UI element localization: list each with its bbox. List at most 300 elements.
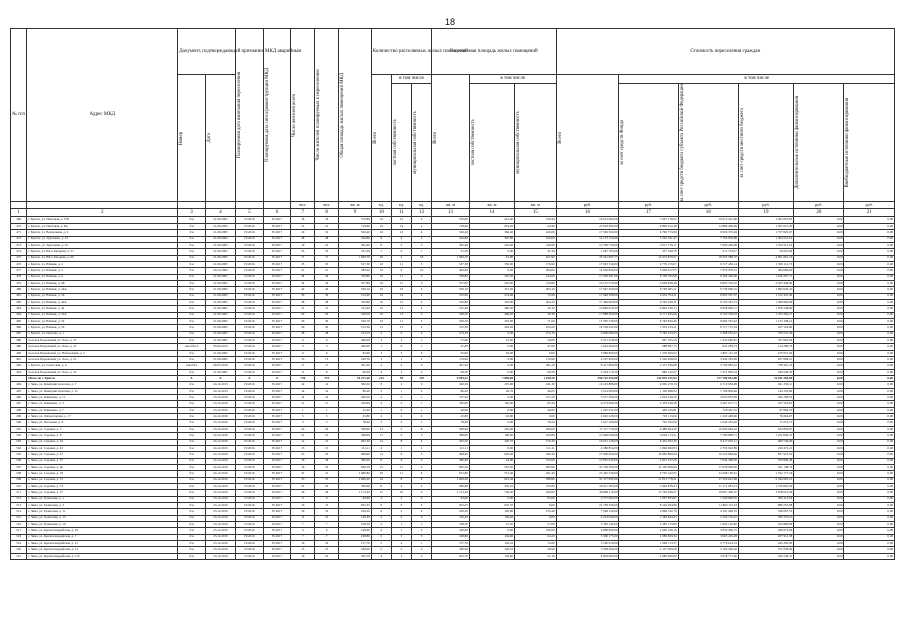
table-cell: 4 001 861,74 — [738, 255, 793, 261]
table-cell: 6 — [315, 350, 339, 356]
table-cell: б/н — [178, 261, 206, 267]
table-cell: 17 595 720,00 — [556, 318, 619, 324]
table-cell: 7 896,60 — [469, 376, 514, 382]
table-cell: 502 — [11, 433, 27, 439]
table-cell: 15 — [371, 490, 391, 496]
table-cell: 275 931,20 — [738, 350, 793, 356]
table-cell: 508,90 — [432, 426, 470, 432]
table-cell: 21.09.2005 — [205, 350, 235, 356]
table-cell: 652,35 — [469, 502, 514, 508]
table-cell: 180,00 — [432, 547, 470, 553]
table-cell: 6 — [391, 433, 411, 439]
table-cell: 7 662 878,43 — [619, 483, 678, 489]
table-cell: 24.12.2010 — [205, 452, 235, 458]
table-cell: 13 — [391, 325, 411, 331]
table-cell: 6 783 665,11 — [619, 287, 678, 293]
table-cell: г. Зима, ул. Песочная, д. 8 — [27, 420, 178, 426]
col-residents-header: Число жителей всего — [292, 93, 298, 137]
table-cell: 16 — [371, 230, 391, 236]
table-cell: 4 — [371, 369, 391, 375]
table-cell: 546 087,53 — [738, 509, 793, 515]
table-cell: 1 000,20 — [432, 477, 470, 483]
table-cell: 5 — [412, 433, 432, 439]
table-cell: г. Зима, ул. Клименко, д. 11 — [27, 395, 178, 401]
col-area-total-header: Общая площадь жилых помещений МКД — [340, 72, 346, 158]
table-cell: IV.2017 — [263, 274, 291, 280]
table-cell: 235,80 — [515, 483, 556, 489]
table-cell: 1 — [412, 344, 432, 350]
table-cell: IV.2016 — [236, 439, 264, 445]
table-cell: 551,40 — [469, 471, 514, 477]
table-cell: 23.12.2010 — [205, 407, 235, 413]
table-cell: б/н — [178, 483, 206, 489]
table-cell: 5 — [412, 274, 432, 280]
table-cell: 519 — [11, 541, 27, 547]
table-cell: 0,00 — [794, 331, 844, 337]
column-number-cell: 21 — [844, 209, 895, 217]
table-cell: 0,00 — [844, 376, 895, 382]
table-cell: 0 — [391, 268, 411, 274]
table-cell: 21.09.2005 — [205, 325, 235, 331]
col-no-header: № п/п — [11, 29, 27, 202]
table-cell: 05.04.2013 — [205, 344, 235, 350]
table-cell: 263,20 — [469, 325, 514, 331]
table-cell: 476 — [11, 261, 27, 267]
table-cell: IV.2017 — [263, 407, 291, 413]
table-cell: 4 — [391, 483, 411, 489]
table-cell: 521 — [11, 553, 27, 559]
table-cell: 2 — [391, 509, 411, 515]
table-cell: 9 858 600,71 — [678, 306, 738, 312]
table-cell: 40,00 — [432, 407, 470, 413]
table-cell: 3 056 033,09 — [678, 395, 738, 401]
table-cell: 1 968 113,57 — [619, 541, 678, 547]
table-cell: 24.12.2010 — [205, 483, 235, 489]
table-cell: 3 — [391, 401, 411, 407]
table-cell: 33 — [291, 249, 315, 255]
table-cell: 8 — [391, 477, 411, 483]
table-cell: 1 285 133,09 — [619, 521, 678, 527]
table-cell: IV.2017 — [263, 445, 291, 451]
table-cell: 2 — [412, 357, 432, 363]
table-cell: 1 — [412, 401, 432, 407]
table-cell: г. Братск, ул. Петрова, д. 1 — [27, 331, 178, 337]
table-cell: 136,40 — [469, 515, 514, 521]
table-cell: 21.09.2005 — [205, 331, 235, 337]
unit-cell: кв. м — [432, 202, 470, 209]
table-cell: 1 — [391, 521, 411, 527]
table-cell: 4 — [412, 483, 432, 489]
table-cell: г. Братск, ул. Южная, д. 54 — [27, 318, 178, 324]
table-cell: 14 — [391, 293, 411, 299]
table-cell: 508,90 — [339, 426, 372, 432]
table-cell: 0,00 — [844, 217, 895, 223]
table-cell: 3 — [291, 420, 315, 426]
table-cell: 301,20 — [515, 363, 556, 369]
table-cell: 8 — [315, 369, 339, 375]
table-cell: 86,20 — [432, 388, 470, 394]
table-cell: 505 — [11, 452, 27, 458]
table-cell: г. Братск, ул. Южная, д. 44 — [27, 306, 178, 312]
table-cell: 1 — [371, 249, 391, 255]
table-cell: IV.2017 — [263, 236, 291, 242]
table-cell: 4 — [412, 306, 432, 312]
table-cell: 2 — [391, 255, 411, 261]
table-cell: IV.2017 — [263, 223, 291, 229]
table-cell: 21 758 766,00 — [556, 502, 619, 508]
table-cell: 0,00 — [844, 464, 895, 470]
table-cell: 525,50 — [432, 439, 470, 445]
table-cell: б/н — [178, 433, 206, 439]
table-cell: 449 973,09 — [738, 528, 793, 534]
table-cell: 10 — [291, 242, 315, 248]
table-cell: б/н — [178, 414, 206, 420]
table-cell: 0,00 — [844, 357, 895, 363]
table-cell: 0,00 — [844, 312, 895, 318]
table-cell: 8 — [371, 382, 391, 388]
table-cell: 6 776 179,07 — [619, 261, 678, 267]
table-cell: IV.2016 — [236, 477, 264, 483]
table-cell: 0,00 — [844, 306, 895, 312]
unit-cell — [178, 202, 206, 209]
table-cell: 0,00 — [844, 426, 895, 432]
table-cell: 1 — [291, 407, 315, 413]
table-cell: 8 — [371, 458, 391, 464]
table-cell: 13 796 730,00 — [556, 242, 619, 248]
table-cell: IV.2017 — [263, 312, 291, 318]
table-cell: 7 669 459,99 — [678, 242, 738, 248]
table-cell: б/н — [178, 407, 206, 413]
table-cell: 229,90 — [469, 426, 514, 432]
table-cell: б/н — [178, 350, 206, 356]
table-cell: 10 — [391, 490, 411, 496]
unit-cell: ед. — [371, 202, 391, 209]
table-cell: г. Зима, ул. Коммунистическая, д. 3 — [27, 382, 178, 388]
table-cell: IV.2016 — [236, 395, 264, 401]
table-cell: поселок Порожский, ул. Лазо, д. 21 — [27, 357, 178, 363]
table-cell: 480 — [11, 287, 27, 293]
table-cell: 16 — [371, 287, 391, 293]
table-cell: 495 — [11, 388, 27, 394]
table-cell: 602,30 — [339, 439, 372, 445]
table-cell: 0,00 — [844, 420, 895, 426]
table-cell: 4 — [412, 230, 432, 236]
table-cell: 5 — [391, 242, 411, 248]
table-cell: 521 148,74 — [738, 464, 793, 470]
table-cell: 10 — [291, 553, 315, 559]
table-cell: 2 — [371, 521, 391, 527]
table-cell: 14 — [315, 388, 339, 394]
table-cell: 8 — [391, 439, 411, 445]
table-cell: 0,00 — [844, 255, 895, 261]
table-cell: 36 — [291, 293, 315, 299]
table-cell: 539,80 — [339, 274, 372, 280]
table-cell: 104,60 — [469, 534, 514, 540]
table-cell: 718,60 — [339, 223, 372, 229]
table-cell: 18 — [291, 217, 315, 223]
table-cell: 24.12.2010 — [205, 471, 235, 477]
table-cell: IV.2017 — [263, 268, 291, 274]
table-cell: г. Зима, ул. Красногвардейская, д. 19 — [27, 528, 178, 534]
table-cell: 515,30 — [432, 325, 470, 331]
table-cell: 35 541 687,77 — [556, 255, 619, 261]
table-cell: б/н — [178, 401, 206, 407]
table-cell: 18 612 600,00 — [556, 217, 619, 223]
table-cell: 11 — [391, 464, 411, 470]
table-cell: 21.09.2005 — [205, 369, 235, 375]
table-cell: 6 818 900,00 — [556, 553, 619, 559]
table-cell: 5 — [371, 541, 391, 547]
table-cell: 47,60 — [432, 344, 470, 350]
table-cell: 2 — [412, 553, 432, 559]
table-cell: г. Зима, ул. Садовая, д. 31 — [27, 477, 178, 483]
table-cell: 404,00 — [432, 268, 470, 274]
table-cell: 4 — [371, 515, 391, 521]
table-cell: 24.12.2010 — [205, 490, 235, 496]
table-cell: 111,11 — [432, 445, 470, 451]
table-cell: 3 — [371, 338, 391, 344]
table-cell: 6 799 753,09 — [619, 230, 678, 236]
col-doc-number-header: Номер — [179, 131, 185, 145]
table-cell: 0,00 — [794, 236, 844, 242]
table-cell: 24.12.2013 — [205, 382, 235, 388]
table-cell: 31 377 085,00 — [556, 477, 619, 483]
table-cell: 21.09.2005 — [205, 318, 235, 324]
table-cell: 11 804 115,34 — [678, 502, 738, 508]
column-number-cell: 1 — [11, 209, 27, 217]
table-cell: IV.2017 — [263, 458, 291, 464]
table-cell: б/н — [178, 496, 206, 502]
table-cell: 0,00 — [844, 407, 895, 413]
table-cell: 31 — [291, 306, 315, 312]
column-number-cell: 4 — [205, 209, 235, 217]
table-cell: 0,00 — [794, 547, 844, 553]
table-cell: 530,10 — [339, 287, 372, 293]
table-cell: 301,20 — [432, 363, 470, 369]
table-cell: 1 172,20 — [432, 490, 470, 496]
table-cell: 0,00 — [794, 433, 844, 439]
table-cell: 1 435 920,81 — [678, 338, 738, 344]
table-cell: 2 342 665,10 — [738, 477, 793, 483]
table-cell: 6 632 794,31 — [619, 293, 678, 299]
table-cell: 11 — [391, 280, 411, 286]
table-cell: 0 — [412, 414, 432, 420]
table-cell: 6 — [291, 350, 315, 356]
table-cell: б/н — [178, 338, 206, 344]
table-cell: IV.2017 — [263, 534, 291, 540]
table-cell: 3 — [391, 534, 411, 540]
table-cell: 539,80 — [432, 274, 470, 280]
table-cell: 0,00 — [844, 452, 895, 458]
table-cell: 516 — [11, 521, 27, 527]
table-cell: 21 — [315, 433, 339, 439]
table-cell: 350,00 — [469, 261, 514, 267]
table-cell: 490 — [11, 350, 27, 356]
column-number-cell: 3 — [178, 209, 206, 217]
table-cell: 482 — [11, 299, 27, 305]
table-cell: 474,60 — [469, 293, 514, 299]
table-cell: 248 246,79 — [738, 369, 793, 375]
table-cell: 176,90 — [515, 261, 556, 267]
table-cell: 16 — [371, 261, 391, 267]
table-cell: IV.2017 — [263, 414, 291, 420]
table-cell: 0,00 — [469, 496, 514, 502]
table-cell: 14 — [291, 382, 315, 388]
table-cell: IV.2016 — [236, 357, 264, 363]
table-cell: 190,00 — [339, 528, 372, 534]
table-cell: 0,00 — [844, 242, 895, 248]
table-cell: 6 710 939,08 — [678, 382, 738, 388]
unit-cell: чел. — [291, 202, 315, 209]
table-cell: IV.2016 — [236, 426, 264, 432]
column-number-cell: 13 — [432, 209, 470, 217]
table-cell: 0,00 — [844, 414, 895, 420]
table-cell: б/н — [178, 331, 206, 337]
table-cell: 40,00 — [515, 407, 556, 413]
table-cell: 0 — [391, 407, 411, 413]
table-cell: IV.2017 — [263, 496, 291, 502]
column-number-cell: 16 — [556, 209, 619, 217]
table-cell: 3 — [412, 312, 432, 318]
table-cell: Х — [236, 376, 264, 382]
table-cell: 19 967 436,37 — [678, 490, 738, 496]
table-cell: 0,00 — [794, 553, 844, 559]
table-cell: 306,30 — [515, 452, 556, 458]
page-content — [10, 28, 895, 560]
table-cell: 11 171 681,53 — [678, 483, 738, 489]
table-cell: 274,19 — [515, 331, 556, 337]
table-cell: 2 — [391, 338, 411, 344]
table-cell: 29 — [315, 312, 339, 318]
table-cell: 1 353 282,27 — [738, 312, 793, 318]
table-cell: 36 808 110,00 — [556, 490, 619, 496]
table-cell: 1 902 126,82 — [678, 521, 738, 527]
table-cell: 0 — [412, 350, 432, 356]
table-cell: 1 — [371, 344, 391, 350]
table-cell: 4 — [391, 541, 411, 547]
table-cell: 78,20 — [432, 420, 470, 426]
table-cell: г. Зима, ул. Садовая, д. 6в — [27, 464, 178, 470]
table-cell: 2 329 716,45 — [678, 515, 738, 521]
table-cell: 20 — [371, 255, 391, 261]
table-cell: 2 577 600,00 — [556, 496, 619, 502]
table-cell: 4 — [371, 553, 391, 559]
table-cell: 703 113,00 — [619, 414, 678, 420]
table-cell: 6 — [371, 534, 391, 540]
table-cell: 6 880 600,00 — [556, 528, 619, 534]
table-cell: Итого по г. Братск — [27, 376, 178, 382]
table-cell: 0,00 — [794, 528, 844, 534]
table-cell: 28 — [315, 331, 339, 337]
table-cell: 19 — [315, 509, 339, 515]
table-cell: 8 — [371, 483, 391, 489]
table-cell: 25 445 530,00 — [556, 471, 619, 477]
table-cell: г. Зима, ул. Красногвардейская, д. 15 — [27, 541, 178, 547]
table-cell: б/н — [178, 420, 206, 426]
table-cell: 1 371 805,24 — [678, 369, 738, 375]
table-cell: 21 — [315, 268, 339, 274]
table-cell: 0,00 — [844, 325, 895, 331]
table-cell: 0,00 — [794, 445, 844, 451]
table-cell: 601,30 — [469, 477, 514, 483]
table-cell: 4 — [412, 439, 432, 445]
table-cell: 134 870 157,94 — [619, 376, 678, 382]
table-cell: 15 — [371, 464, 391, 470]
table-cell: IV.2016 — [236, 382, 264, 388]
table-cell: 0,00 — [469, 249, 514, 255]
table-cell: 0,00 — [794, 318, 844, 324]
table-cell: 6 273 666,00 — [556, 401, 619, 407]
table-cell: 0,00 — [794, 452, 844, 458]
table-cell: 16 — [371, 280, 391, 286]
table-cell: 3 014 000,00 — [556, 388, 619, 394]
table-cell: 0,00 — [794, 541, 844, 547]
table-cell: 309 379,10 — [738, 515, 793, 521]
table-cell: г. Братск, ул. Юго-Западная, д. 51 — [27, 249, 178, 255]
table-cell: 2 — [391, 553, 411, 559]
table-cell: 0 — [412, 363, 432, 369]
table-cell: г. Зима, ул. Садовая, д. 8 — [27, 433, 178, 439]
table-cell: IV.2016 — [236, 249, 264, 255]
table-cell: IV.2017 — [263, 541, 291, 547]
table-cell: 3 — [371, 350, 391, 356]
col-rooms-private-header: частная собственность — [392, 119, 398, 166]
table-cell: 205,70 — [339, 553, 372, 559]
unit-cell: руб. — [738, 202, 793, 209]
table-cell: б/н — [178, 382, 206, 388]
table-cell: 0,00 — [844, 433, 895, 439]
table-cell: 20 211 385,00 — [556, 483, 619, 489]
table-cell: 557,80 — [432, 280, 470, 286]
table-cell: 10 123 888,00 — [556, 382, 619, 388]
table-cell: 908,90 — [432, 452, 470, 458]
table-cell: б/н — [178, 490, 206, 496]
table-cell: г. Зима, ул. Трактовая, д. 13 — [27, 515, 178, 521]
table-cell: 76 664,97 — [738, 414, 793, 420]
unit-cell: кв. м — [339, 202, 372, 209]
table-cell: 3 796 085,61 — [678, 363, 738, 369]
table-cell: Х — [263, 376, 291, 382]
table-cell: IV.2016 — [236, 401, 264, 407]
table-cell: 398,90 — [432, 433, 470, 439]
table-cell: 8 — [412, 477, 432, 483]
table-cell: 9 727 436,14 — [678, 261, 738, 267]
table-cell: 28 — [291, 331, 315, 337]
table-cell: 45,80 — [339, 414, 372, 420]
table-cell: г. Зима, ул. Клименко, д. 7 — [27, 407, 178, 413]
table-cell: 499 — [11, 414, 27, 420]
table-cell: 47,60 — [515, 344, 556, 350]
table-cell: поселок Порожский, ул. Лазо, д. 22 — [27, 369, 178, 375]
table-cell: 0,00 — [844, 534, 895, 540]
table-cell: 470 — [11, 223, 27, 229]
table-cell: 515,40 — [432, 306, 470, 312]
table-cell: б/н — [178, 318, 206, 324]
table-cell: 0,00 — [794, 458, 844, 464]
column-number-cell: 10 — [371, 209, 391, 217]
table-cell: 0,00 — [794, 401, 844, 407]
table-cell: 9 — [391, 502, 411, 508]
col-area-municipal-header: муниципальная собственность — [516, 111, 522, 175]
table-cell: 83,60 — [515, 496, 556, 502]
column-number-cell: 6 — [263, 209, 291, 217]
table-cell: 528,50 — [432, 312, 470, 318]
table-cell: 4 — [412, 509, 432, 515]
table-cell: 561,30 — [469, 464, 514, 470]
table-cell: 9 739 000,32 — [678, 287, 738, 293]
table-cell: 0,00 — [469, 268, 514, 274]
table-cell: 2 — [412, 236, 432, 242]
